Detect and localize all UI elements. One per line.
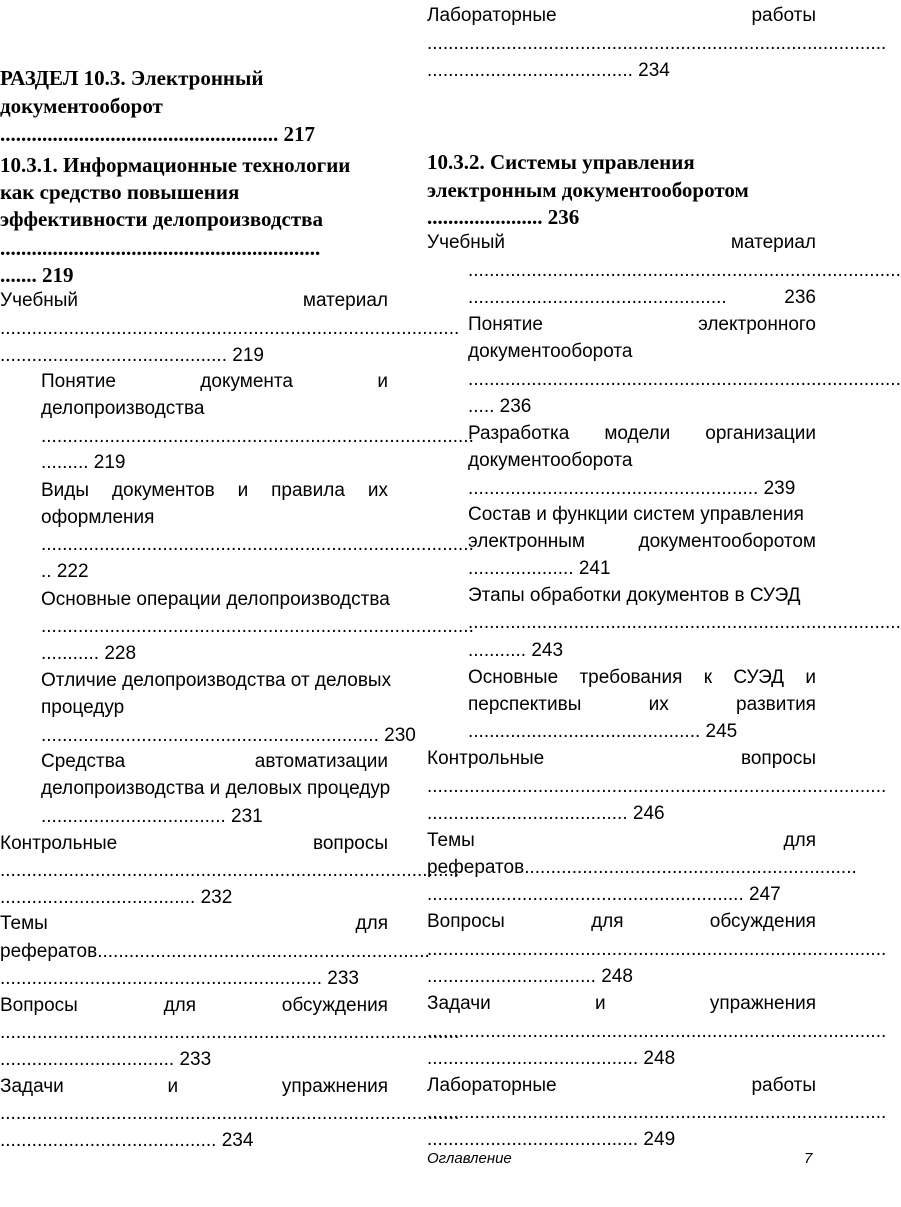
toc-entry-line: ............................................................. 233 <box>0 968 359 989</box>
toc-entry-line <box>468 423 816 445</box>
toc-word: их <box>648 694 669 715</box>
toc-entry-line: .................... 241 <box>468 558 611 579</box>
toc-word: Вопросы <box>427 911 505 932</box>
toc-word: Темы <box>427 830 475 851</box>
toc-entry-line <box>0 995 388 1017</box>
toc-entry-line: ..................................... 232 <box>0 887 233 908</box>
toc-word: Разработка <box>468 423 570 444</box>
toc-word: Основные <box>468 667 559 688</box>
toc-heading-line: как средство повышения <box>0 180 240 204</box>
toc-heading-line: ....... 219 <box>0 263 74 287</box>
toc-entry-line <box>41 371 388 393</box>
toc-entry-line: .................................................................................. <box>468 369 901 390</box>
toc-entry-line: Этапы обработки документов в СУЭД <box>468 585 801 606</box>
toc-entry-line <box>468 667 816 689</box>
toc-heading-line: эффективности делопроизводства <box>0 207 324 231</box>
toc-entry-line <box>0 290 388 312</box>
toc-word: и <box>167 1076 179 1097</box>
toc-word: Лабораторные <box>427 1075 557 1096</box>
toc-word: развития <box>736 694 816 715</box>
toc-word: ................................................. <box>468 287 727 308</box>
toc-word: Средства <box>41 751 126 772</box>
toc-word: СУЭД <box>733 667 785 688</box>
toc-word: работы <box>751 1075 816 1096</box>
toc-word: и <box>377 371 388 392</box>
toc-word: Учебный <box>0 290 78 311</box>
toc-word: электронным <box>468 531 585 552</box>
toc-word: материал <box>730 232 816 253</box>
toc-word: для <box>591 911 624 932</box>
toc-word: и <box>237 480 249 501</box>
toc-entry-line <box>0 1076 388 1098</box>
toc-word: электронного <box>698 314 816 335</box>
toc-entry-line <box>427 911 816 933</box>
toc-word: документооборотом <box>638 531 816 552</box>
toc-entry-line: ........................................ 248 <box>427 1048 676 1069</box>
toc-entry-line: .. 222 <box>41 561 89 582</box>
toc-word: Понятие <box>468 314 543 335</box>
toc-entry-line: .................................................................................. <box>41 534 474 555</box>
toc-entry-line <box>427 232 816 254</box>
toc-entry-line: оформления <box>41 507 155 528</box>
toc-entry-line: ........... 228 <box>41 643 137 664</box>
toc-entry-line: ....................................................... 239 <box>468 478 796 499</box>
toc-entry-line: ...................................... 246 <box>427 803 665 824</box>
toc-entry-line <box>41 751 388 773</box>
toc-entry-line: ....................................... 234 <box>427 60 670 81</box>
toc-entry-line <box>468 287 816 309</box>
toc-entry-line: Отличие делопроизводства от деловых <box>41 670 392 691</box>
toc-word: для <box>163 995 197 1016</box>
toc-word: вопросы <box>312 833 388 854</box>
toc-word: обсуждения <box>281 995 388 1016</box>
toc-entry-line <box>427 5 816 27</box>
toc-heading-line: ............................................................. <box>0 236 321 260</box>
toc-word: 236 <box>784 287 816 308</box>
toc-heading-line: 10.3.2. Системы управления <box>427 150 695 174</box>
toc-entry-line: ....................................................................................... <box>427 1021 887 1042</box>
toc-word: работы <box>751 5 816 26</box>
toc-entry-line: ....................................................................................... <box>427 939 887 960</box>
toc-entry-line: Основные операции делопроизводства <box>41 589 390 610</box>
toc-word: Контрольные <box>0 833 118 854</box>
toc-entry-line: .................................................................................. <box>41 426 474 447</box>
toc-entry-line: ................................... 231 <box>41 806 263 827</box>
toc-word: упражнения <box>709 993 816 1014</box>
toc-entry-line <box>468 314 816 336</box>
toc-entry-line: документооборота <box>468 450 633 471</box>
toc-entry-line: ....................................................................................... <box>427 1102 887 1123</box>
toc-entry-line: документооборота <box>468 341 633 362</box>
toc-word: документа <box>200 371 293 392</box>
toc-word: Контрольные <box>427 748 545 769</box>
toc-heading-line: ..................................................... 217 <box>0 122 315 146</box>
toc-word: Понятие <box>41 371 116 392</box>
toc-entry-line: ....................................................................................... <box>427 776 887 797</box>
toc-word: для <box>355 913 388 934</box>
toc-entry-line: ....................................................................................... <box>0 860 460 881</box>
toc-word: для <box>783 830 816 851</box>
toc-entry-line: процедур <box>41 697 125 718</box>
toc-heading-line: РАЗДЕЛ 10.3. Электронный <box>0 66 264 90</box>
toc-word: модели <box>604 423 671 444</box>
footer-page-number: 7 <box>804 1150 813 1167</box>
toc-word: Учебный <box>427 232 505 253</box>
toc-entry-line: делопроизводства и деловых процедур <box>41 778 391 799</box>
toc-heading-line: 10.3.1. Информационные технологии <box>0 153 351 177</box>
toc-entry-line: ................................. 233 <box>0 1049 212 1070</box>
toc-entry-line <box>468 531 816 553</box>
toc-word: правила <box>271 480 345 501</box>
toc-word: и <box>805 667 816 688</box>
toc-word: вопросы <box>740 748 816 769</box>
toc-word: упражнения <box>281 1076 388 1097</box>
toc-entry-line: делопроизводства <box>41 398 205 419</box>
toc-entry-line <box>41 480 388 502</box>
toc-entry-line: ......................................... 234 <box>0 1130 254 1151</box>
toc-entry-line: ........................................... 219 <box>0 345 264 366</box>
toc-entry-line: .................................................................................. <box>468 260 901 281</box>
toc-entry-line: .................................................................................. <box>41 616 474 637</box>
toc-word: Виды <box>41 480 90 501</box>
toc-word: их <box>367 480 388 501</box>
toc-heading-line: ...................... 236 <box>427 205 580 229</box>
toc-word: к <box>703 667 713 688</box>
toc-entry-line: ....................................................................................... <box>0 318 460 339</box>
toc-entry-line: ................................................................ 230 <box>41 725 416 746</box>
toc-word: Лабораторные <box>427 5 557 26</box>
toc-word: автоматизации <box>254 751 388 772</box>
toc-word: Задачи <box>0 1076 64 1097</box>
toc-entry-line: ....................................................................................... <box>427 33 887 54</box>
toc-entry-line: .................................................................................. <box>468 612 901 633</box>
toc-entry-line: ......... 219 <box>41 452 126 473</box>
toc-entry-line: ................................ 248 <box>427 966 633 987</box>
toc-word: материал <box>302 290 388 311</box>
toc-entry-line: Состав и функции систем управления <box>468 504 804 525</box>
toc-word: организации <box>705 423 816 444</box>
toc-entry-line <box>427 748 816 770</box>
toc-entry-line <box>468 694 816 716</box>
toc-word: Темы <box>0 913 48 934</box>
toc-heading-line: документооборот <box>0 94 163 118</box>
toc-entry-line <box>427 830 816 852</box>
toc-word: перспективы <box>468 694 582 715</box>
toc-word: требования <box>579 667 683 688</box>
toc-word: обсуждения <box>709 911 816 932</box>
toc-entry-line <box>427 1075 816 1097</box>
toc-entry-line <box>0 913 388 935</box>
toc-entry-line: рефератов............................................................... <box>427 857 857 878</box>
toc-entry-line: ....................................................................................... <box>0 1103 460 1124</box>
toc-heading-line: электронным документооборотом <box>427 178 749 202</box>
toc-entry-line <box>427 993 816 1015</box>
toc-entry-line: ............................................ 245 <box>468 721 738 742</box>
toc-word: Задачи <box>427 993 491 1014</box>
toc-entry-line: ........... 243 <box>468 640 564 661</box>
toc-entry-line: ............................................................ 247 <box>427 884 781 905</box>
toc-word: документов <box>111 480 215 501</box>
toc-word: и <box>595 993 606 1014</box>
toc-entry-line <box>0 833 388 855</box>
toc-entry-line: ........................................ 249 <box>427 1129 676 1150</box>
toc-entry-line: рефератов............................................................... <box>0 941 430 962</box>
toc-word: Вопросы <box>0 995 78 1016</box>
footer-section-label: Оглавление <box>427 1150 512 1167</box>
toc-entry-line: ..... 236 <box>468 396 532 417</box>
toc-entry-line: ....................................................................................... <box>0 1022 460 1043</box>
